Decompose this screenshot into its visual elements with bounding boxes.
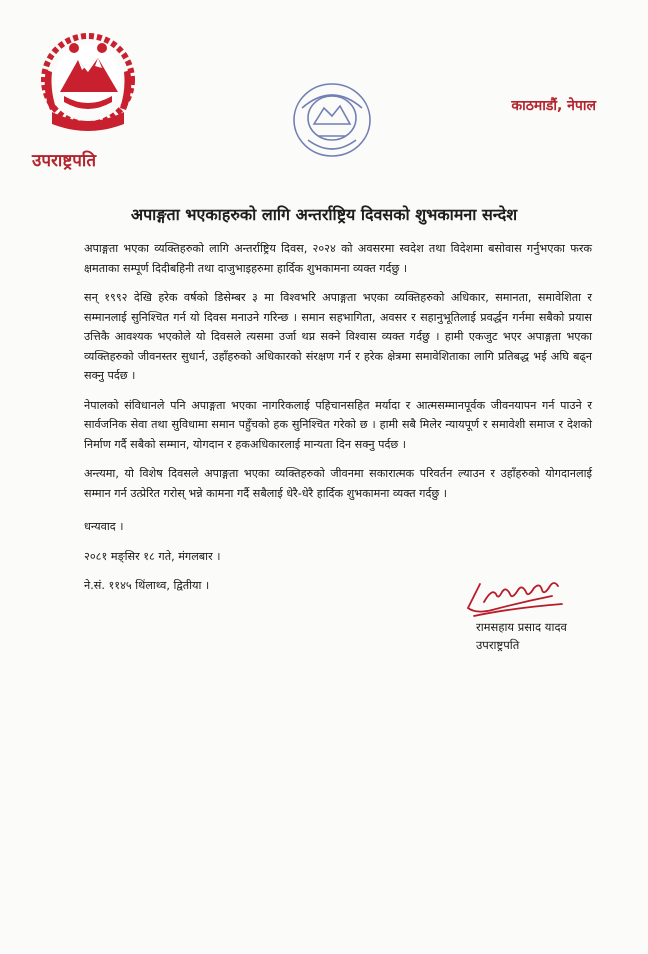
place-name: काठमाडौं, नेपाल — [511, 98, 596, 114]
paragraph-1: अपाङ्गता भएका व्यक्तिहरुको लागि अन्तर्राष्ट्रिय दिवस, २०२४ को अवसरमा स्वदेश तथा विदेशमा बसोवास गर्नुभएका फरक क्षमताका सम्पूर्ण दिदीबहिनी तथा दाजुभाइहरुमा हार्दिक शुभकामना व्यक्त गर्दछु । — [84, 242, 592, 275]
date-line: २०८१ मङ्सिर १८ गते, मंगलबार । — [84, 549, 221, 563]
nepal-sambat-date-line: ने.सं. ११४५ थिंलाथ्व, द्वितीया । — [84, 579, 210, 592]
letter-title: अपाङ्गता भएकाहरुको लागि अन्तर्राष्ट्रिय दिवसको शुभकामना सन्देश — [130, 205, 518, 224]
letter-body — [84, 239, 592, 606]
signatory-title: उपराष्ट्रपति — [476, 638, 520, 652]
paragraph-4: अन्त्यमा, यो विशेष दिवसले अपाङ्गता भएका व्यक्तिहरुको जीवनमा सकारात्मक परिवर्तन ल्याउन र उहाँहरुको योगदानलाई सम्मान गर्न उत्प्रेरित गरोस् भन्ने कामना गर्दै सबैलाई धेरै-धेरै हार्दिक शुभकामना व्यक्त गर्दछु । — [84, 467, 592, 500]
national-emblem-icon — [38, 30, 138, 140]
paragraph-2: सन् १९९२ देखि हरेक वर्षको डिसेम्बर ३ मा विश्वभरि अपाङ्गता भएका व्यक्तिहरुको अधिकार, समानता, समावेशिता र सम्मानलाई सुनिश्चित गर्न यो दिवस मनाउने गरिन्छ । समान सहभागिता, अवसर र सहानुभूतिलाई प्रवर्द्धन गर्नमा सबैको प्रयास उत्तिकै आवश्यक भएकोले यो दिवसले त्यसमा उर्जा थप्न सक्ने विश्वास व्यक्त गर्दछु । हामी एकजुट भएर अपाङ्गता भएका व्यक्तिहरुको जीवनस्तर सुधार्न, उहाँहरुको अधिकारको संरक्षण गर्न र हरेक क्षेत्रमा समावेशिताका लागि प्रतिबद्ध भई अघि बढ्न सक्नु पर्दछ । — [84, 291, 592, 382]
signatory-block — [476, 618, 567, 654]
paragraph-3: नेपालको संविधानले पनि अपाङ्गता भएका नागरिकलाई पहिचानसहित मर्यादा र आत्मसम्मानपूर्वक जीवनयापन गर्न पाउने र सार्वजनिक सेवा तथा सुविधामा समान पहुँचको हक सुनिश्चित गरेको छ । हामी सबै मिलेर न्यायपूर्ण र समावेशी समाज र देशको निर्माण गर्दै सबैको सम्मान, योगदान र हकअधिकारलाई मान्यता दिन सक्नु पर्दछ । — [84, 398, 592, 451]
thanks-line: धन्यवाद । — [84, 520, 124, 533]
handwritten-signature — [462, 574, 572, 620]
signatory-name: रामसहाय प्रसाद यादव — [476, 620, 567, 634]
office-title: उपराष्ट्रपति — [32, 151, 97, 171]
office-seal-stamp — [288, 78, 376, 162]
